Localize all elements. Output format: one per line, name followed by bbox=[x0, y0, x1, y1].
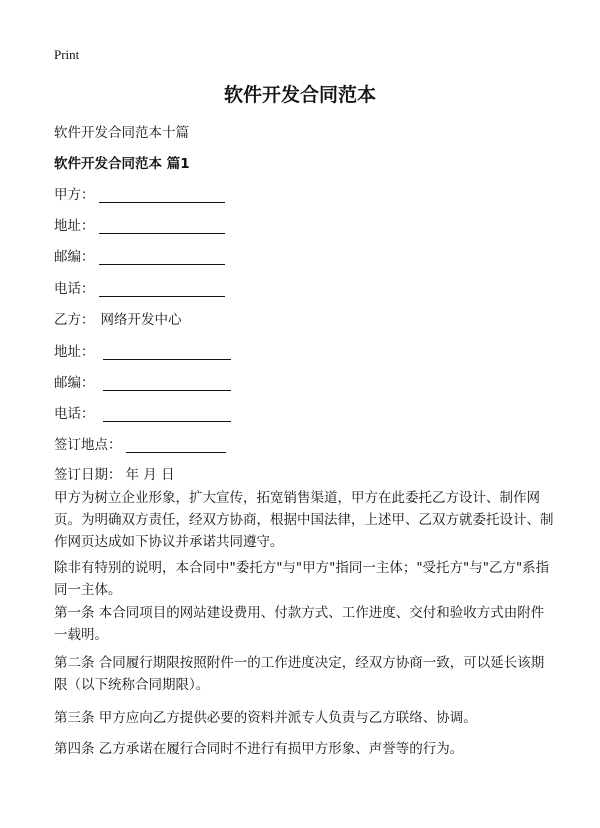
party-b-postcode-row bbox=[54, 371, 231, 391]
paragraph: 除非有特别的说明，本合同中"委托方"与"甲方"指同一主体；"受托方"与"乙方"系指同一主体。 bbox=[54, 560, 550, 598]
sign-place-row bbox=[54, 433, 226, 453]
blank-line bbox=[99, 282, 225, 297]
party-b-address-row bbox=[54, 340, 231, 360]
blank-line bbox=[103, 407, 231, 422]
field-label: 电话： bbox=[54, 281, 95, 297]
blank-line bbox=[103, 345, 231, 360]
party-b-name: 网络开发中心 bbox=[100, 312, 182, 328]
field-label: 地址： bbox=[54, 218, 95, 234]
print-link[interactable]: Print bbox=[54, 47, 80, 62]
field-label: 签订地点： bbox=[54, 437, 122, 453]
paragraph: 第三条 甲方应向乙方提供必要的资料并派专人负责与乙方联络、协调。 bbox=[54, 710, 477, 726]
sign-date-row bbox=[54, 463, 175, 483]
field-label: 电话： bbox=[54, 406, 95, 422]
party-a-phone-row bbox=[54, 277, 225, 297]
paragraph: 第二条 合同履行期限按照附件一的工作进度决定，经双方协商一致，可以延长该期限（以下统称合同期限）。 bbox=[54, 655, 545, 693]
party-a-name-row bbox=[54, 183, 225, 203]
paragraph: 第一条 本合同项目的网站建设费用、付款方式、工作进度、交付和验收方式由附件一载明。 bbox=[54, 605, 545, 643]
page-title: 软件开发合同范本 bbox=[223, 84, 376, 106]
blank-line bbox=[99, 219, 225, 234]
field-label: 邮编： bbox=[54, 249, 95, 265]
blank-line bbox=[99, 250, 225, 265]
subtitle: 软件开发合同范本十篇 bbox=[54, 125, 189, 141]
blank-line bbox=[99, 188, 225, 203]
field-label: 地址： bbox=[54, 344, 95, 360]
party-a-postcode-row bbox=[54, 245, 225, 265]
paragraph: 甲方为树立企业形象，扩大宣传，拓宽销售渠道，甲方在此委托乙方设计、制作网页。为明确双方责任，经双方协商，根据中国法律，上述甲、乙双方就委托设计、制作网页达成如下协议并承诺共同遵守。 bbox=[54, 490, 554, 550]
section-heading: 软件开发合同范本 篇1 bbox=[54, 156, 190, 172]
paragraph: 第四条 乙方承诺在履行合同时不进行有损甲方形象、声誉等的行为。 bbox=[54, 741, 464, 757]
blank-line bbox=[126, 438, 226, 453]
blank-line bbox=[103, 376, 231, 391]
field-label: 签订日期： bbox=[54, 467, 122, 483]
party-b-phone-row bbox=[54, 402, 231, 422]
party-a-address-row bbox=[54, 214, 225, 234]
field-label: 邮编： bbox=[54, 375, 95, 391]
party-b-name-row bbox=[54, 308, 182, 328]
sign-date-value: 年 月 日 bbox=[125, 467, 175, 483]
field-label: 甲方： bbox=[54, 187, 95, 203]
field-label: 乙方： bbox=[54, 312, 95, 328]
